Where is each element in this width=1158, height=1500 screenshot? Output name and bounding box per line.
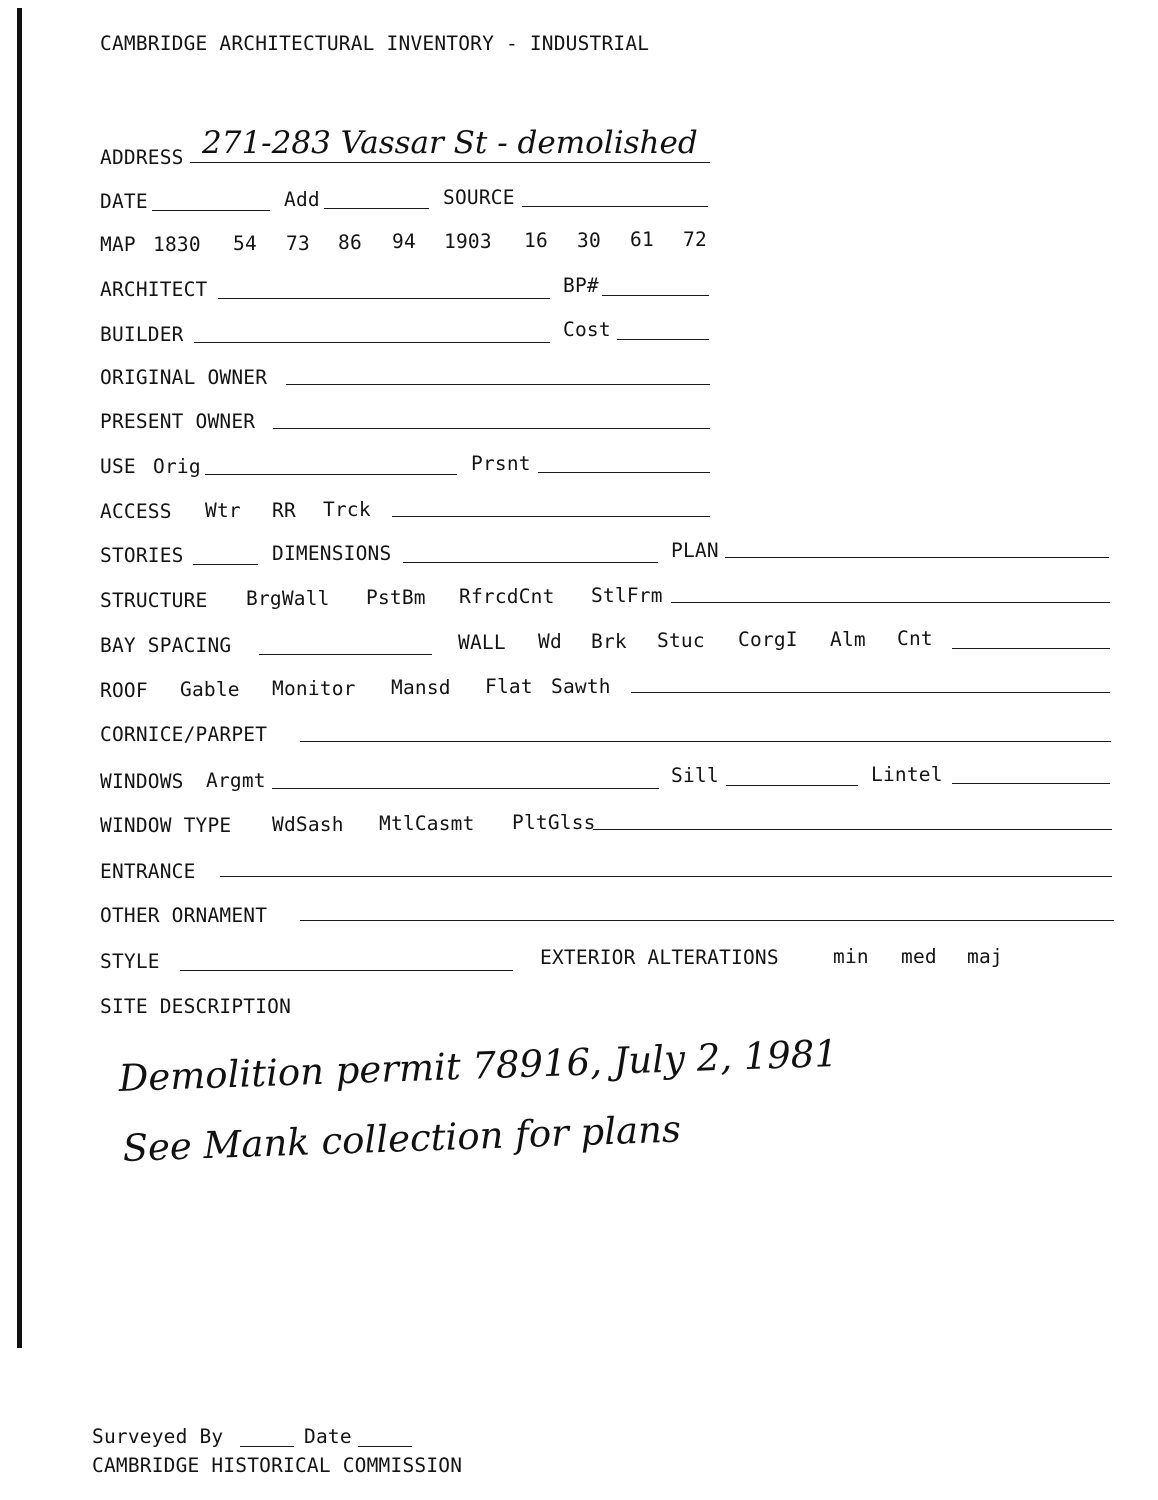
style-label: STYLE [100,950,160,973]
map-year: 94 [392,230,416,253]
other-ornament-line[interactable] [300,920,1114,921]
present-owner-line[interactable] [273,428,710,429]
map-year: 86 [338,231,362,254]
add-line[interactable] [324,208,429,209]
window-type-label: WINDOW TYPE [100,814,232,837]
roof-option-sawth[interactable]: Sawth [551,675,611,698]
present-owner-label: PRESENT OWNER [100,410,256,433]
structure-option-pstbm[interactable]: PstBm [366,586,426,609]
cornice-label: CORNICE/PARPET [100,723,268,746]
architect-label: ARCHITECT [100,278,208,301]
access-line[interactable] [392,516,710,517]
roof-option-mansd[interactable]: Mansd [391,676,451,699]
wall-option-stuc[interactable]: Stuc [657,629,705,652]
lintel-label: Lintel [871,763,943,786]
footer-date-label: Date [304,1425,352,1448]
stories-line[interactable] [193,564,258,565]
map-year: 72 [683,228,707,251]
dimensions-line[interactable] [403,562,658,563]
map-year: 73 [286,232,310,255]
window-type-option-wdsash[interactable]: WdSash [272,813,344,836]
commission-name: CAMBRIDGE HISTORICAL COMMISSION [92,1454,463,1477]
dimensions-label: DIMENSIONS [272,542,392,565]
other-ornament-label: OTHER ORNAMENT [100,904,268,927]
windows-argmt-line[interactable] [272,788,659,789]
entrance-line[interactable] [220,876,1112,877]
cost-label: Cost [563,318,611,341]
structure-line[interactable] [671,602,1110,603]
windows-argmt-label: Argmt [206,769,266,792]
wall-line[interactable] [952,648,1110,649]
cornice-line[interactable] [300,741,1111,742]
structure-option-brgwall[interactable]: BrgWall [246,587,330,610]
page-edge-mark [17,8,22,1348]
use-orig-line[interactable] [205,474,457,475]
use-prsnt-label: Prsnt [471,452,531,475]
address-value[interactable]: 271-283 Vassar St - demolished [202,125,698,161]
date-label: DATE [100,190,148,213]
window-type-option-mtlcasmt[interactable]: MtlCasmt [379,812,475,835]
map-year: 1830 [153,233,201,256]
exterior-alterations-label: EXTERIOR ALTERATIONS [540,946,779,969]
plan-label: PLAN [671,539,719,562]
structure-option-stlfrm[interactable]: StlFrm [591,584,663,607]
access-label: ACCESS [100,500,172,523]
plan-line[interactable] [725,557,1109,558]
alteration-option-maj[interactable]: maj [967,945,1003,968]
entrance-label: ENTRANCE [100,860,196,883]
site-description-label: SITE DESCRIPTION [100,995,292,1018]
handwritten-note-demolition: Demolition permit 78916, July 2, 1981 [117,1031,839,1100]
source-label: SOURCE [443,186,515,209]
structure-label: STRUCTURE [100,589,208,612]
map-year: 30 [577,229,601,252]
map-year: 61 [630,228,654,251]
architect-line[interactable] [218,298,550,299]
builder-line[interactable] [194,342,550,343]
use-label: USE [100,455,136,478]
address-label: ADDRESS [100,146,184,169]
surveyed-by-line[interactable] [240,1446,294,1447]
footer-date-line[interactable] [358,1446,412,1447]
roof-line[interactable] [631,692,1110,693]
handwritten-note-plans: See Mank collection for plans [121,1107,682,1170]
bay-spacing-label: BAY SPACING [100,634,232,657]
wall-label: WALL [458,631,506,654]
access-option-rr[interactable]: RR [272,499,296,522]
bay-spacing-line[interactable] [259,654,432,655]
roof-option-monitor[interactable]: Monitor [272,677,356,700]
alteration-option-min[interactable]: min [833,945,869,968]
map-year: 1903 [444,230,492,253]
roof-option-gable[interactable]: Gable [180,678,240,701]
structure-option-rfrcdcnt[interactable]: RfrcdCnt [459,585,555,608]
stories-label: STORIES [100,544,184,567]
original-owner-line[interactable] [286,384,710,385]
sill-line[interactable] [726,785,858,786]
lintel-line[interactable] [952,783,1110,784]
use-orig-label: Orig [153,455,201,478]
wall-option-brk[interactable]: Brk [591,630,627,653]
original-owner-label: ORIGINAL OWNER [100,366,268,389]
roof-option-flat[interactable]: Flat [485,675,533,698]
form-title: CAMBRIDGE ARCHITECTURAL INVENTORY - INDUSTRIAL [100,32,650,55]
wall-option-alm[interactable]: Alm [830,628,866,651]
cost-line[interactable] [617,339,709,340]
window-type-line[interactable] [593,829,1112,830]
style-line[interactable] [180,970,513,971]
map-label: MAP [100,233,136,256]
access-option-trck[interactable]: Trck [323,498,371,521]
date-line[interactable] [152,210,270,211]
sill-label: Sill [671,764,719,787]
add-label: Add [284,188,320,211]
builder-label: BUILDER [100,323,184,346]
window-type-option-pltglss[interactable]: PltGlss [512,811,596,834]
surveyed-by-label: Surveyed By [92,1425,224,1448]
wall-option-corgi[interactable]: CorgI [738,628,798,651]
source-line[interactable] [522,206,708,207]
roof-label: ROOF [100,679,148,702]
alteration-option-med[interactable]: med [901,945,937,968]
map-year: 54 [233,232,257,255]
map-year: 16 [524,229,548,252]
use-prsnt-line[interactable] [538,472,710,473]
bp-line[interactable] [602,295,709,296]
bp-label: BP# [563,274,599,297]
wall-option-cnt[interactable]: Cnt [897,627,933,650]
address-line [190,162,710,163]
windows-label: WINDOWS [100,770,184,793]
wall-option-wd[interactable]: Wd [538,630,562,653]
access-option-wtr[interactable]: Wtr [205,499,241,522]
